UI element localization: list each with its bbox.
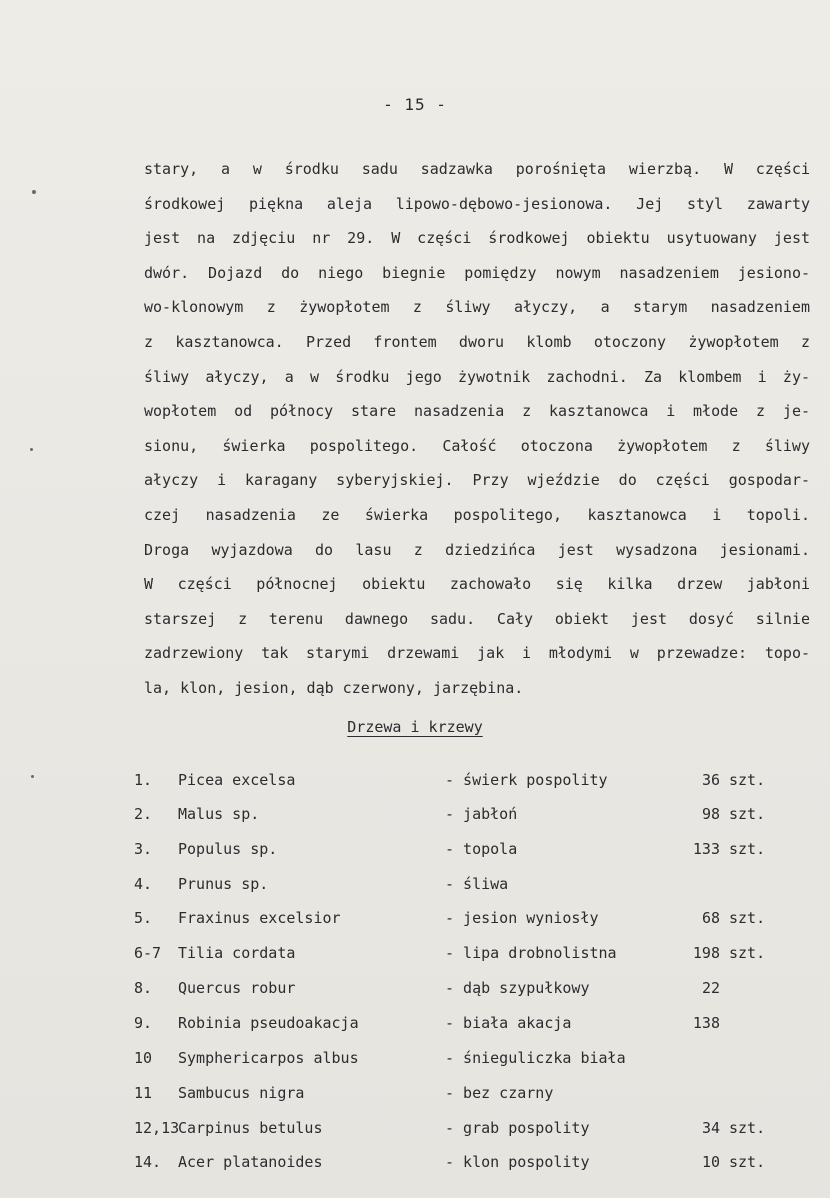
quantity: 68 (701, 909, 720, 927)
body-paragraph (144, 152, 810, 706)
species-row (0, 1078, 830, 1108)
polish-name: - świerk pospolity (445, 771, 608, 789)
species-number: 4. (134, 875, 153, 893)
latin-name: Populus sp. (178, 840, 278, 858)
species-row (0, 869, 830, 899)
paper-speck (30, 448, 33, 451)
species-row (0, 1147, 830, 1177)
species-number: 9. (134, 1014, 153, 1032)
species-number: 8. (134, 979, 153, 997)
polish-name: - topola (445, 840, 518, 858)
unit: szt. (729, 1119, 766, 1137)
latin-name: Quercus robur (178, 979, 296, 997)
latin-name: Carpinus betulus (178, 1119, 323, 1137)
latin-name: Prunus sp. (178, 875, 269, 893)
polish-name: - biała akacja (445, 1014, 572, 1032)
species-number: 11 (134, 1084, 153, 1102)
quantity: 22 (701, 979, 720, 997)
polish-name: - jabłoń (445, 805, 518, 823)
latin-name: Fraxinus excelsior (178, 909, 341, 927)
text-line: dwór. Dojazd do niego biegnie pomiędzy nowym nasadzeniem jesiono- (144, 263, 810, 282)
text-line: zadrzewiony tak starymi drzewami jak i młodymi w przewadze: topo- (144, 644, 810, 663)
quantity: 133 (692, 840, 720, 858)
quantity: 36 (701, 771, 720, 789)
polish-name: - klon pospolity (445, 1153, 590, 1171)
text-line: śliwy ałyczy, a w środku jego żywotnik zachodni. Za klombem i ży- (144, 367, 810, 386)
text-line: W części północnej obiektu zachowało się kilka drzew jabłoni (144, 575, 810, 594)
species-row (0, 1113, 830, 1143)
species-number: 3. (134, 840, 153, 858)
species-number: 6-7 (134, 944, 162, 962)
unit: szt. (729, 771, 766, 789)
page-number: - 15 - (383, 95, 447, 114)
text-line: ałyczy i karagany syberyjskiej. Przy wjeździe do części gospodar- (144, 471, 810, 490)
unit: szt. (729, 909, 766, 927)
unit: szt. (729, 805, 766, 823)
text-line: jest na zdjęciu nr 29. W części środkowej obiektu usytuowany jest (144, 229, 810, 248)
latin-name: Sambucus nigra (178, 1084, 305, 1102)
latin-name: Symphericarpos albus (178, 1049, 359, 1067)
species-row (0, 1008, 830, 1038)
section-heading (0, 718, 830, 736)
text-line: wo-klonowym z żywopłotem z śliwy ałyczy, a starym nasadzeniem (144, 298, 810, 317)
species-number: 12,13 (134, 1119, 180, 1137)
text-line: Droga wyjazdowa do lasu z dziedzińca jest wysadzona jesionami. (144, 540, 810, 559)
polish-name: - lipa drobnolistna (445, 944, 617, 962)
quantity: 138 (692, 1014, 720, 1032)
text-line: sionu, świerka pospolitego. Całość otoczona żywopłotem z śliwy (144, 436, 810, 455)
latin-name: Picea excelsa (178, 771, 296, 789)
polish-name: - dąb szypułkowy (445, 979, 590, 997)
species-row (0, 973, 830, 1003)
quantity: 98 (701, 805, 720, 823)
polish-name: - śnieguliczka biała (445, 1049, 626, 1067)
species-row (0, 903, 830, 933)
text-line: z kasztanowca. Przed frontem dworu klomb otoczony żywopłotem z (144, 332, 810, 351)
quantity: 10 (701, 1153, 720, 1171)
species-number: 14. (134, 1153, 162, 1171)
text-line: la, klon, jesion, dąb czerwony, jarzębina. (144, 678, 524, 697)
quantity: 198 (692, 944, 720, 962)
polish-name: - jesion wyniosły (445, 909, 599, 927)
text-line: środkowej piękna aleja lipowo-dębowo-jesionowa. Jej styl zawarty (144, 194, 810, 213)
unit: szt. (729, 1153, 766, 1171)
latin-name: Malus sp. (178, 805, 260, 823)
latin-name: Robinia pseudoakacja (178, 1014, 359, 1032)
species-number: 2. (134, 805, 153, 823)
latin-name: Acer platanoides (178, 1153, 323, 1171)
latin-name: Tilia cordata (178, 944, 296, 962)
species-row (0, 1043, 830, 1073)
polish-name: - śliwa (445, 875, 509, 893)
section-heading-text: Drzewa i krzewy (347, 718, 483, 736)
text-line: stary, a w środku sadu sadzawka porośnięta wierzbą. W części (144, 160, 810, 178)
paper-speck (32, 190, 36, 194)
species-row (0, 765, 830, 795)
species-row (0, 799, 830, 829)
text-line: starszej z terenu dawnego sadu. Cały obiekt jest dosyć silnie (144, 609, 810, 628)
text-line: wopłotem od północy stare nasadzenia z kasztanowca i młode z je- (144, 402, 810, 421)
polish-name: - grab pospolity (445, 1119, 590, 1137)
unit: szt. (729, 840, 766, 858)
text-line: czej nasadzenia ze świerka pospolitego, kasztanowca i topoli. (144, 505, 810, 524)
unit: szt. (729, 944, 766, 962)
species-row (0, 938, 830, 968)
quantity: 34 (701, 1119, 720, 1137)
species-row (0, 834, 830, 864)
species-number: 1. (134, 771, 153, 789)
species-number: 10 (134, 1049, 153, 1067)
species-number: 5. (134, 909, 153, 927)
polish-name: - bez czarny (445, 1084, 554, 1102)
